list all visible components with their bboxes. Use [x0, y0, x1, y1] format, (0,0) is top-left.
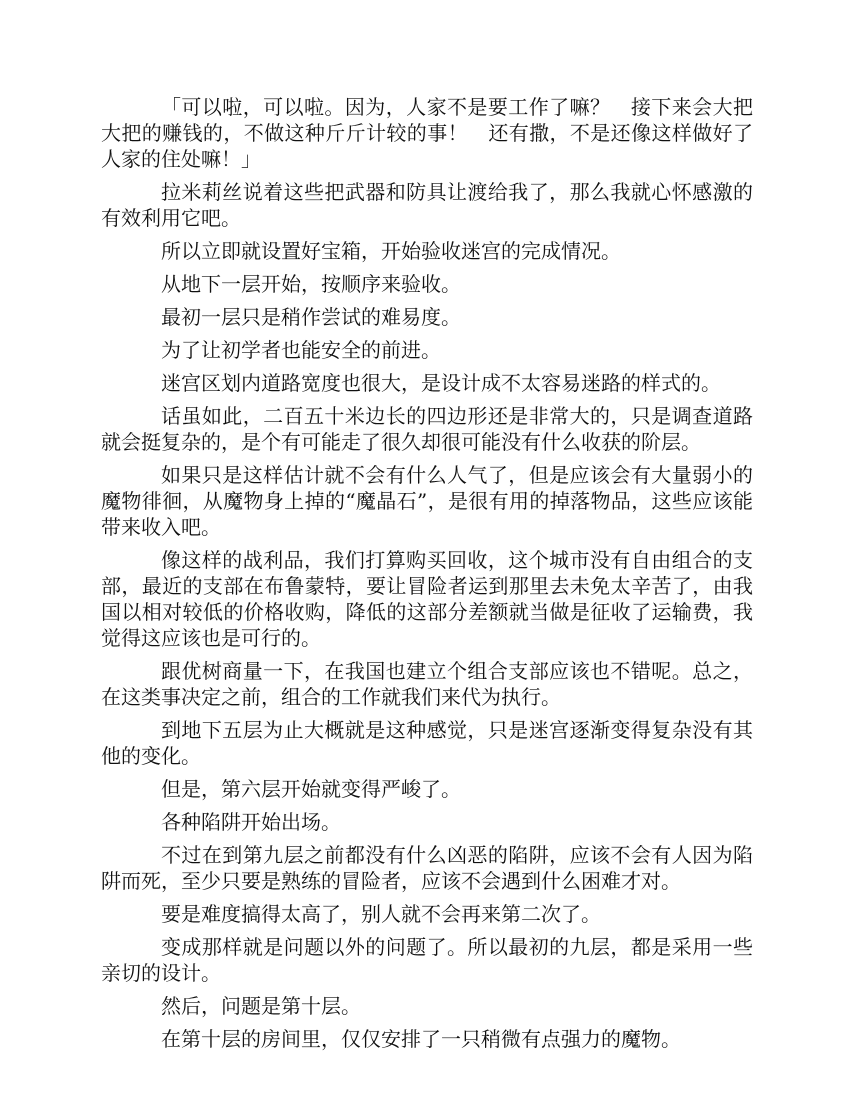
paragraph: 跟优树商量一下，在我国也建立个组合支部应该也不错呢。总之，在这类事决定之前，组合的工作就我们来代为执行。 [101, 659, 753, 709]
paragraph: 所以立即就设置好宝箱，开始验收迷宫的完成情况。 [161, 239, 621, 263]
paragraph: 话虽如此，二百五十米边长的四边形还是非常大的，只是调查道路就会挺复杂的，是个有可能走了很久却很可能没有什么收获的阶层。 [101, 404, 753, 454]
paragraph: 为了让初学者也能安全的前进。 [161, 338, 441, 362]
paragraph: 要是难度搞得太高了，别人就不会再来第二次了。 [161, 902, 601, 926]
paragraph: 然后，问题是第十层。 [161, 994, 361, 1018]
paragraph: 不过在到第九层之前都没有什么凶恶的陷阱，应该不会有人因为陷阱而死，至少只要是熟练的冒险者，应该不会遇到什么困难才对。 [101, 843, 753, 893]
paragraph: 在第十层的房间里，仅仅安排了一只稍微有点强力的魔物。 [161, 1027, 681, 1051]
paragraph: 拉米莉丝说着这些把武器和防具让渡给我了，那么我就心怀感激的有效利用它吧。 [101, 180, 753, 230]
document-page [101, 94, 753, 1059]
paragraph: 最初一层只是稍作尝试的难易度。 [161, 305, 461, 329]
paragraph: 到地下五层为止大概就是这种感觉，只是迷宫逐渐变得复杂没有其他的变化。 [101, 718, 753, 768]
paragraph: 各种陷阱开始出场。 [161, 810, 341, 834]
paragraph: 像这样的战利品，我们打算购买回收，这个城市没有自由组合的支部，最近的支部在布鲁蒙特，要让冒险者运到那里去未免太辛苦了，由我国以相对较低的价格收购，降低的这部分差额就当做是征收了运输费，我觉得这应该也是可行的。 [101, 548, 753, 650]
paragraph: 迷宫区划内道路宽度也很大，是设计成不太容易迷路的样式的。 [161, 371, 721, 395]
paragraph: 从地下一层开始，按顺序来验收。 [161, 272, 461, 296]
paragraph: 但是，第六层开始就变得严峻了。 [161, 777, 461, 801]
paragraph: 变成那样就是问题以外的问题了。所以最初的九层，都是采用一些亲切的设计。 [101, 935, 753, 985]
paragraph: 「可以啦，可以啦。因为，人家不是要工作了嘛？ 接下来会大把大把的赚钱的，不做这种斤斤计较的事！ 还有撒，不是还像这样做好了人家的住处嘛！」 [101, 95, 753, 171]
paragraph: 如果只是这样估计就不会有什么人气了，但是应该会有大量弱小的魔物徘徊，从魔物身上掉的“魔晶石”，是很有用的掉落物品，这些应该能带来收入吧。 [101, 463, 753, 539]
